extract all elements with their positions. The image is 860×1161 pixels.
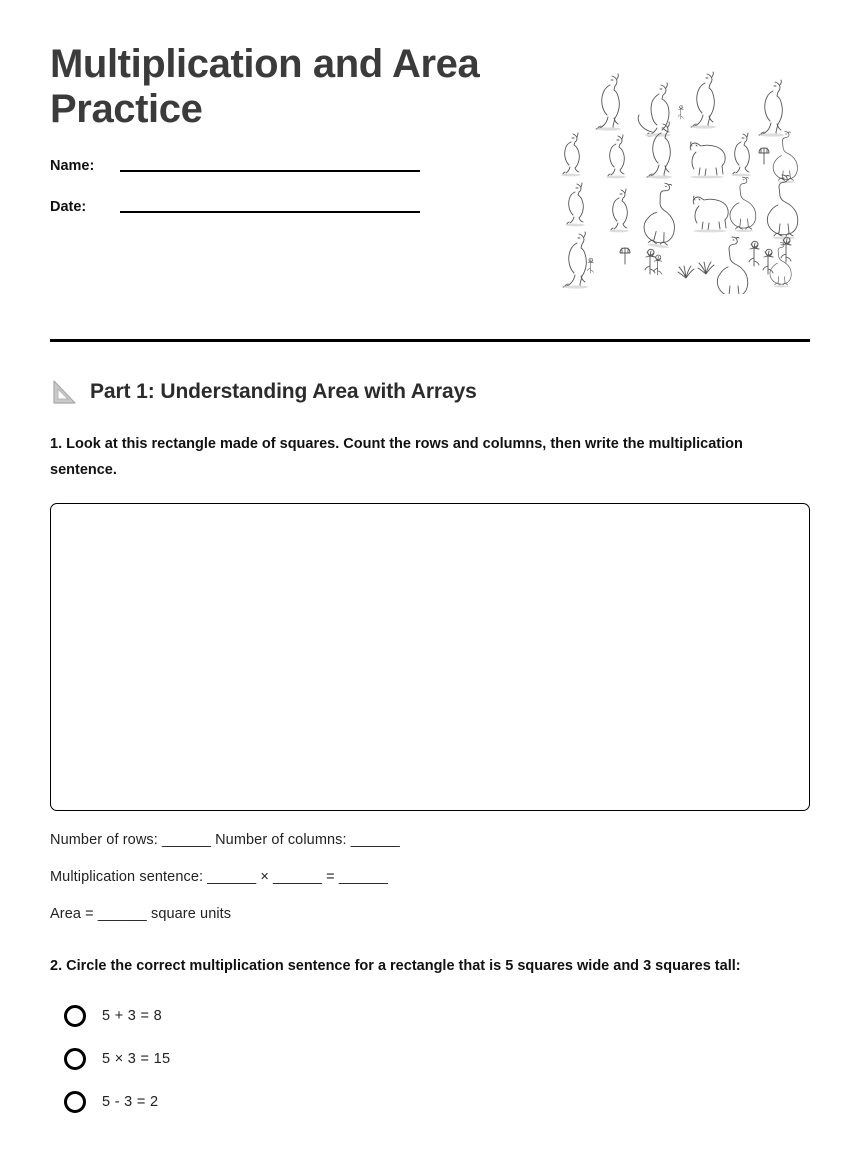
- page-title: Multiplication and Area Practice: [50, 42, 480, 131]
- question-2-text: 2. Circle the correct multiplication sentence for a rectangle that is 5 squares wide and 3 squares tall:: [50, 958, 741, 975]
- date-label: Date:: [50, 198, 87, 215]
- option-label: 5 × 3 = 15: [102, 1051, 171, 1068]
- option-circle-icon[interactable]: [64, 1091, 86, 1113]
- header-divider-rule: [50, 339, 810, 342]
- name-label: Name:: [50, 157, 95, 174]
- fill-line-rows-columns[interactable]: Number of rows: ______ Number of columns: ______: [50, 832, 400, 849]
- header-left-column: [50, 42, 520, 216]
- option-label: 5 + 3 = 8: [102, 1008, 162, 1025]
- name-input-line[interactable]: [120, 170, 420, 172]
- array-drawing-box[interactable]: [50, 503, 810, 811]
- option-circle-icon[interactable]: [64, 1005, 86, 1027]
- option-row[interactable]: [50, 1048, 810, 1070]
- option-row[interactable]: [50, 1005, 810, 1027]
- kangaroos-and-emus-illustration: [552, 54, 810, 294]
- triangle-ruler-icon: [50, 378, 78, 406]
- question-1-text: 1. Look at this rectangle made of squares. Count the rows and columns, then write the multiplication sentence.: [50, 436, 743, 479]
- section-heading-part-1: [50, 378, 810, 406]
- date-field-row: [50, 199, 520, 216]
- question-2-options: [50, 1005, 810, 1113]
- option-row[interactable]: [50, 1091, 810, 1113]
- worksheet-header: [50, 0, 810, 294]
- fill-line-multiplication-sentence[interactable]: Multiplication sentence: ______ × ______ = ______: [50, 869, 388, 886]
- section-title: Part 1: Understanding Area with Arrays: [90, 380, 477, 403]
- option-circle-icon[interactable]: [64, 1048, 86, 1070]
- name-field-row: [50, 158, 520, 175]
- option-label: 5 - 3 = 2: [102, 1094, 159, 1111]
- date-input-line[interactable]: [120, 211, 420, 213]
- fill-line-area[interactable]: Area = ______ square units: [50, 906, 232, 923]
